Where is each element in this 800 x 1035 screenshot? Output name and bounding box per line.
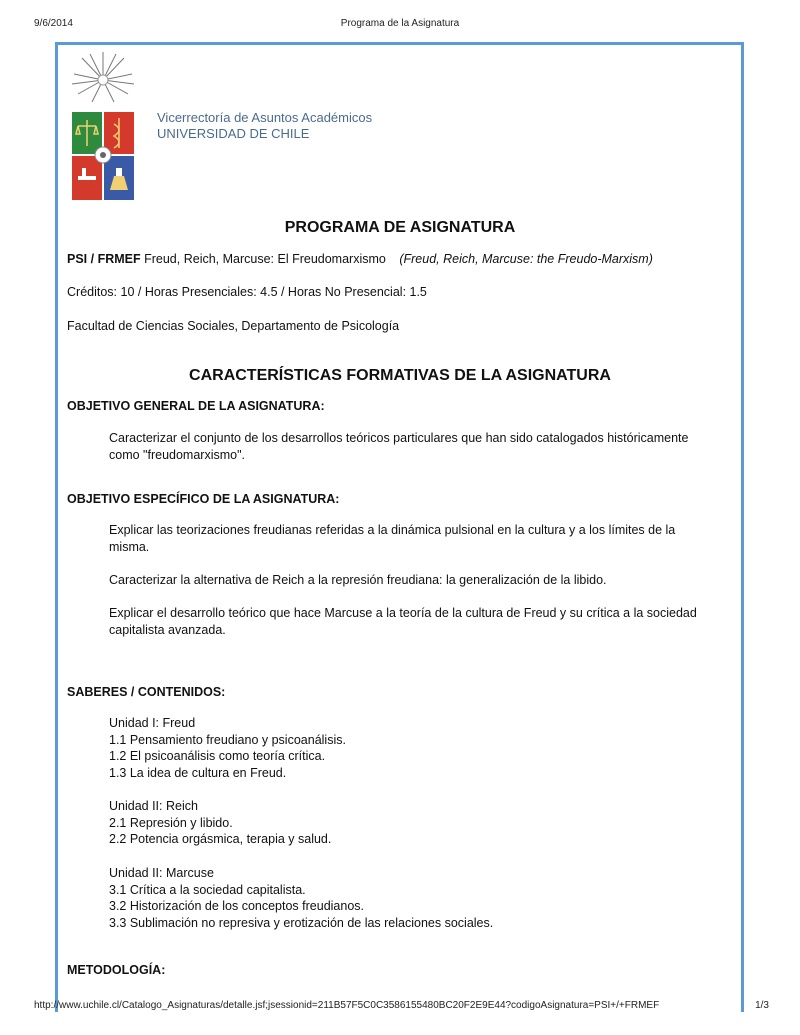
- print-url: http://www.uchile.cl/Catalogo_Asignaturas/detalle.jsf;jsessionid=211B57F5C0C3586155480BC20F2E9E44?codigoAsignatura=PSI+/+FRMEF: [34, 1000, 660, 1011]
- institution-university: UNIVERSIDAD DE CHILE: [157, 126, 310, 141]
- unit-item: 3.3 Sublimación no represiva y erotización de las relaciones sociales.: [109, 915, 494, 930]
- unit-block: [109, 798, 331, 848]
- objective-specific-heading: OBJETIVO ESPECÍFICO DE LA ASIGNATURA:: [67, 492, 340, 506]
- unit-block: [109, 865, 493, 931]
- course-code: PSI / FRMEF: [67, 252, 141, 266]
- unit-item: 3.2 Historización de los conceptos freudianos.: [109, 899, 365, 913]
- characteristics-title: CARACTERÍSTICAS FORMATIVAS DE LA ASIGNATURA: [189, 367, 611, 384]
- credits-line: Créditos: 10 / Horas Presenciales: 4.5 / Horas No Presencial: 1.5: [67, 285, 427, 299]
- objective-general-text: Caracterizar el conjunto de los desarrollos teóricos particulares que han sido catalogados históricamente como "freudomarxismo".: [109, 431, 689, 462]
- unit-title: Unidad II: Reich: [109, 799, 198, 813]
- unit-item: 2.1 Represión y libido.: [109, 815, 233, 830]
- institution-block: [157, 110, 372, 142]
- faculty-line: Facultad de Ciencias Sociales, Departamento de Psicología: [67, 319, 400, 333]
- unit-item: 1.3 La idea de cultura en Freud.: [109, 765, 287, 780]
- unit-title: Unidad II: Marcuse: [109, 866, 214, 880]
- objective-specific-item: Explicar las teorizaciones freudianas referidas a la dinámica pulsional en la cultura y a los límites de la misma.: [109, 523, 676, 554]
- course-name: Freud, Reich, Marcuse: El Freudomarxismo: [144, 252, 386, 266]
- institution-vicerrectoria: Vicerrectoría de Asuntos Académicos: [157, 110, 373, 125]
- unit-title: Unidad I: Freud: [109, 716, 196, 730]
- objective-specific-item: Explicar el desarrollo teórico que hace Marcuse a la teoría de la cultura de Freud y su crítica a la sociedad capitalista avanzada.: [109, 606, 697, 637]
- methodology-heading: METODOLOGÍA:: [67, 963, 166, 977]
- print-header: [0, 18, 800, 32]
- university-crest-icon: [70, 50, 136, 202]
- unit-block: [109, 715, 346, 781]
- unit-item: 3.1 Crítica a la sociedad capitalista.: [109, 882, 306, 897]
- objective-specific-item: Caracterizar la alternativa de Reich a la represión freudiana: la generalización de la libido.: [109, 573, 607, 587]
- unit-item: 2.2 Potencia orgásmica, terapia y salud.: [109, 832, 332, 846]
- objective-general-heading: OBJETIVO GENERAL DE LA ASIGNATURA:: [67, 399, 325, 413]
- unit-item: 1.2 El psicoanálisis como teoría crítica.: [109, 749, 326, 763]
- unit-item: 1.1 Pensamiento freudiano y psicoanálisis.: [109, 732, 346, 747]
- print-page-title: Programa de la Asignatura: [340, 18, 460, 29]
- print-footer: [0, 1000, 800, 1014]
- print-date: 9/6/2014: [34, 18, 73, 29]
- course-line: [67, 252, 653, 266]
- print-page-number: 1/3: [755, 1000, 769, 1011]
- program-title: PROGRAMA DE ASIGNATURA: [284, 219, 516, 236]
- contents-heading: SABERES / CONTENIDOS:: [67, 685, 226, 699]
- course-name-english: (Freud, Reich, Marcuse: the Freudo-Marxism): [399, 252, 653, 266]
